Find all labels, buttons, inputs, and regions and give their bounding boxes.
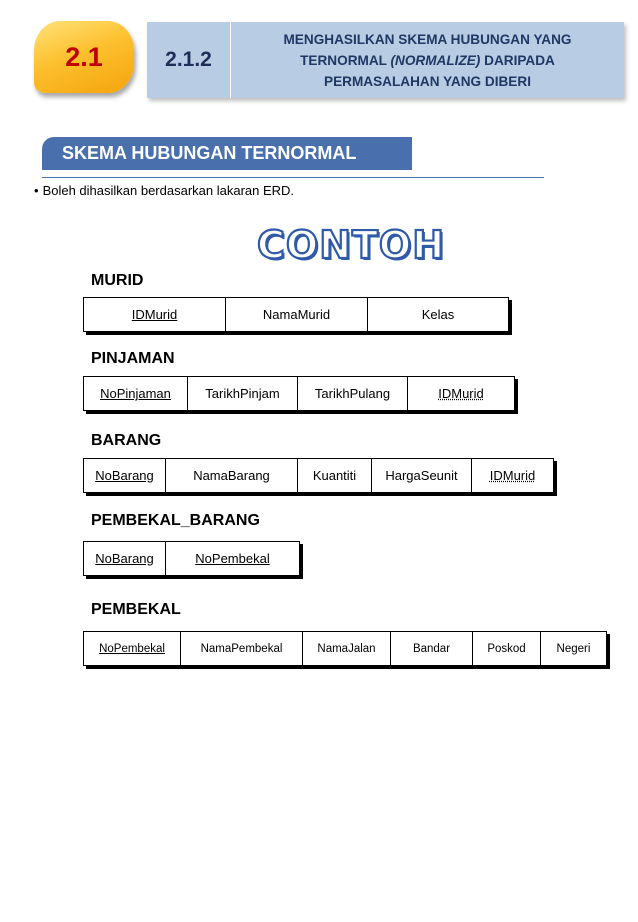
table-cell: NamaJalan <box>303 632 391 665</box>
table-cell: NoPembekal <box>195 551 270 566</box>
section-heading: SKEMA HUBUNGAN TERNORMAL <box>42 137 412 170</box>
table-title-pembekal: PEMBEKAL <box>91 601 181 618</box>
chapter-badge: 2.1 <box>34 21 134 93</box>
table-cell: NamaMurid <box>226 298 368 331</box>
table-title-murid: MURID <box>91 272 144 289</box>
table-cell: IDMurid <box>489 468 536 483</box>
header-title-line1: MENGHASILKAN SKEMA HUBUNGAN YANG <box>283 31 572 47</box>
header-title-line2c: DARIPADA <box>480 52 555 68</box>
table-title-barang: BARANG <box>91 432 162 449</box>
header-title-line2a: TERNORMAL <box>300 52 391 68</box>
header-bar <box>147 22 624 98</box>
table-cell: NoPembekal <box>84 632 181 665</box>
bullet-note-text: Boleh dihasilkan berdasarkan lakaran ERD. <box>42 183 295 198</box>
table-murid <box>83 297 509 332</box>
table-cell: NamaPembekal <box>181 632 303 665</box>
table-pinjaman <box>83 376 515 411</box>
example-label: CONTOH <box>257 223 446 267</box>
bullet-note <box>34 183 294 198</box>
table-cell: NoPinjaman <box>84 377 188 410</box>
table-cell: TarikhPinjam <box>188 377 298 410</box>
table-cell: NoBarang <box>84 459 166 492</box>
table-pembekal <box>83 631 607 666</box>
table-cell: Kuantiti <box>298 459 372 492</box>
table-cell: Kelas <box>421 307 455 322</box>
header-title-normalize: (NORMALIZE) <box>390 52 481 68</box>
bullet-dot: • <box>34 183 39 198</box>
table-cell: IDMurid <box>84 298 226 331</box>
table-cell: NamaBarang <box>166 459 298 492</box>
header-title-line3: PERMASALAHAN YANG DIBERI <box>324 73 531 89</box>
header-title <box>231 22 624 98</box>
table-pembekal-barang <box>83 541 300 576</box>
table-cell: Poskod <box>473 632 541 665</box>
table-cell: TarikhPulang <box>298 377 408 410</box>
table-barang <box>83 458 554 493</box>
table-title-pembekal-barang: PEMBEKAL_BARANG <box>91 512 260 529</box>
section-divider <box>42 177 544 178</box>
table-cell: Bandar <box>391 632 473 665</box>
subchapter-number: 2.1.2 <box>147 22 231 98</box>
table-cell: Negeri <box>556 642 591 655</box>
table-cell: IDMurid <box>438 386 484 401</box>
table-cell: NoBarang <box>84 542 166 575</box>
table-title-pinjaman: PINJAMAN <box>91 350 175 367</box>
table-cell: HargaSeunit <box>372 459 472 492</box>
